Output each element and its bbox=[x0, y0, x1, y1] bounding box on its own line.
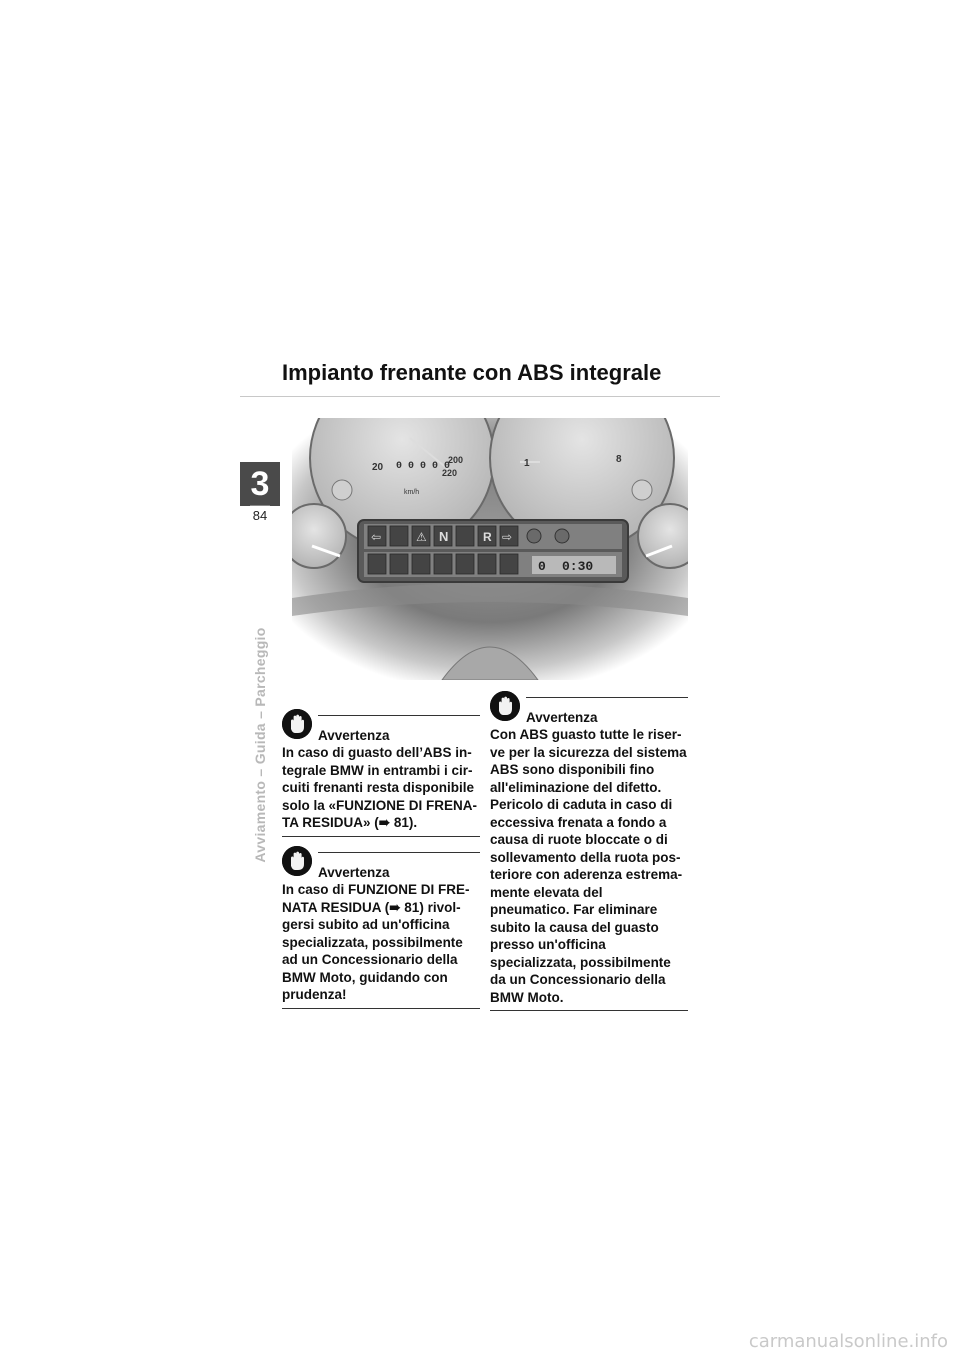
speedo-number: 200 bbox=[448, 455, 464, 465]
note-line: gersi subito ad un'officina bbox=[282, 917, 450, 932]
neutral-indicator-icon: N bbox=[439, 529, 449, 544]
note-rule bbox=[526, 697, 688, 698]
trip-display: 0 bbox=[538, 559, 546, 574]
note-line: solo la «FUNZIONE DI FRENA- bbox=[282, 797, 478, 813]
note-line: tegrale BMW in entrambi i cir- bbox=[282, 762, 473, 778]
left-turn-indicator-icon: ⇦ bbox=[371, 530, 382, 544]
warning-note-1 bbox=[282, 715, 480, 837]
note-heading: Avvertenza bbox=[318, 728, 390, 743]
chapter-side-label: Avviamento – Guida – Parcheggio bbox=[252, 627, 268, 863]
speedo-number: 20 bbox=[372, 462, 384, 473]
hand-stop-icon bbox=[282, 846, 312, 876]
speedo-unit: km/h bbox=[404, 489, 420, 496]
note-line: BMW Moto, guidando con bbox=[282, 969, 448, 985]
title-divider bbox=[240, 396, 720, 397]
note-line: In caso di guasto dell’ABS in- bbox=[282, 745, 472, 760]
hand-stop-icon bbox=[282, 709, 312, 739]
note-rule bbox=[318, 715, 480, 716]
note-line: Con ABS guasto tutte le riser- bbox=[490, 727, 682, 742]
note-line: teriore con aderenza estrema- bbox=[490, 867, 683, 882]
watermark: carmanualsonline.info bbox=[748, 1331, 948, 1352]
note-line: TA RESIDUA» (➠ 81). bbox=[282, 815, 418, 830]
note-line: NATA RESIDUA (➠ 81) rivol- bbox=[282, 899, 461, 915]
reserve-indicator-icon: R bbox=[483, 530, 492, 544]
note-line: subito la causa del guasto bbox=[490, 919, 659, 935]
note-line: eccessiva frenata a fondo a bbox=[490, 814, 667, 830]
note-line: prudenza! bbox=[282, 987, 347, 1002]
tacho-number: 1 bbox=[524, 458, 530, 469]
note-heading: Avvertenza bbox=[526, 710, 598, 725]
hand-stop-icon bbox=[490, 691, 520, 721]
page-number: 84 bbox=[252, 508, 268, 523]
note-body bbox=[490, 726, 688, 1006]
note-line: da un Concessionario della bbox=[490, 972, 666, 987]
note-line: Pericolo di caduta in caso di bbox=[490, 797, 673, 812]
note-line: BMW Moto. bbox=[490, 989, 564, 1005]
page-title: Impianto frenante con ABS integrale bbox=[282, 360, 662, 385]
note-line: ABS sono disponibili fino bbox=[490, 762, 655, 777]
right-turn-indicator-icon: ⇨ bbox=[502, 530, 513, 544]
note-rule bbox=[282, 1008, 480, 1009]
note-line: In caso di FUNZIONE DI FRE- bbox=[282, 882, 470, 897]
note-body bbox=[282, 881, 480, 1004]
note-body bbox=[282, 744, 480, 832]
note-rule bbox=[318, 852, 480, 853]
chapter-tab: 3 bbox=[240, 462, 280, 506]
warning-note-2 bbox=[282, 852, 480, 1009]
note-line: sollevamento della ruota pos- bbox=[490, 849, 681, 865]
note-line: causa di ruote bloccate o di bbox=[490, 832, 668, 847]
note-line: presso un'officina bbox=[490, 937, 606, 952]
warning-note-3 bbox=[490, 697, 688, 1011]
note-rule bbox=[490, 1010, 688, 1011]
note-heading: Avvertenza bbox=[318, 865, 390, 880]
note-line: all'eliminazione del difetto. bbox=[490, 779, 662, 795]
note-line: ve per la sicurezza del sistema bbox=[490, 744, 687, 760]
tacho-number: 8 bbox=[616, 454, 622, 465]
odometer: 0 0 0 0 0 bbox=[396, 461, 451, 472]
instrument-cluster-drawing bbox=[292, 418, 688, 680]
note-rule bbox=[282, 836, 480, 837]
note-line: specializzata, possibilmente bbox=[282, 934, 463, 950]
note-line: specializzata, possibilmente bbox=[490, 954, 671, 970]
clock-display: 0:30 bbox=[562, 559, 594, 574]
note-line: mente elevata del bbox=[490, 884, 603, 900]
note-line: ad un Concessionario della bbox=[282, 952, 458, 967]
note-line: pneumatico. Far eliminare bbox=[490, 902, 658, 917]
speedo-number: 220 bbox=[442, 468, 458, 478]
instrument-cluster-image bbox=[292, 418, 688, 680]
chapter-rule bbox=[250, 505, 270, 506]
warning-triangle-icon: ⚠ bbox=[416, 530, 427, 544]
note-line: cuiti frenanti resta disponibile bbox=[282, 780, 475, 795]
